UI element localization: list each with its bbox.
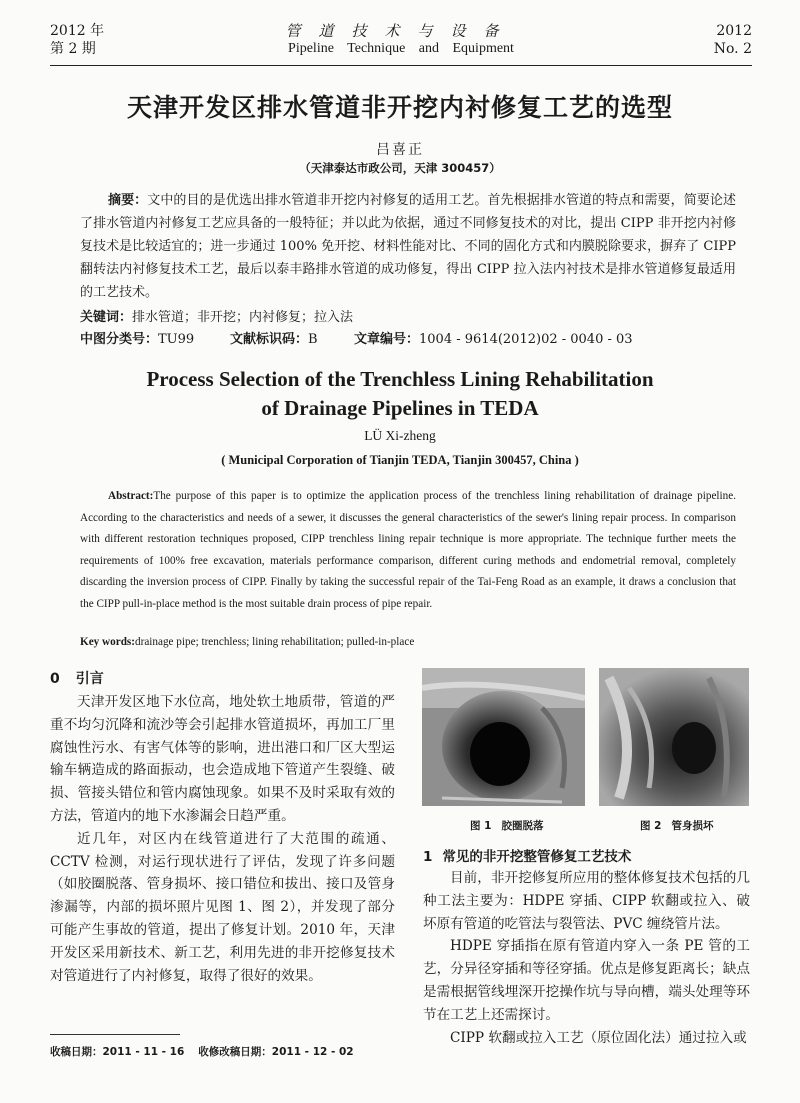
section-0-number: 0 bbox=[50, 671, 60, 687]
paper-title-en-line1: Process Selection of the Trenchless Lining Rehabilitation bbox=[146, 367, 654, 391]
figure-1-photo bbox=[422, 668, 585, 806]
doc-code-group bbox=[230, 330, 354, 350]
section-1-title: 常见的非开挖整管修复工艺技术 bbox=[442, 849, 632, 865]
running-header bbox=[50, 22, 752, 64]
section-1-heading bbox=[423, 845, 631, 865]
section-1-paragraph-3: CIPP 软翻或拉入工艺（原位固化法）通过拉入或 bbox=[450, 1029, 747, 1046]
section-0-title: 引言 bbox=[75, 671, 104, 687]
abstract-cn bbox=[80, 189, 736, 304]
paper-title-cn: 天津开发区排水管道非开挖内衬修复工艺的选型 bbox=[126, 93, 673, 122]
affiliation-en: ( Municipal Corporation of Tianjin TEDA, Tianjin 300457, China ) bbox=[221, 453, 579, 467]
article-no-value: 1004 - 9614(2012)02 - 0040 - 03 bbox=[419, 332, 633, 347]
journal-name-en: Pipeline Technique and Equipment bbox=[288, 41, 514, 56]
figure-2-caption-text: 管身损坏 bbox=[671, 820, 714, 832]
article-no-group bbox=[354, 330, 633, 350]
pipe-interior-photo-1 bbox=[422, 668, 585, 806]
header-issue-en: No. 2 bbox=[713, 41, 752, 57]
section-1-paragraph-1: 目前，非开挖修复所应用的整体修复技术包括的几种工法主要为：HDPE 穿插、CIPP 软翻或拉入、破坏原有管道的吃管法与裂管法、PVC 缠绕管片法。 bbox=[423, 870, 750, 932]
abstract-cn-text: 文中的目的是优选出排水管道非开挖内衬修复的适用工艺。首先根据排水管道的特点和需要，简要论述了排水管道内衬修复工艺应具备的一般特征；并以此为依据，通过不同修复技术的对比，提出 CIPP 非开挖内衬修复技术是比较适宜的；进一步通过 100% 免开挖、材料性能对比、不同的固化方式和内膜脱除要求，摒弃了 CIPP 翻转法内衬修复技术工艺，最后以泰丰路排水管道的成功修复，得出 CIPP 拉入法内衬技术是排水管道修复最适用的工艺技术。 bbox=[80, 193, 736, 300]
section-1-body bbox=[423, 867, 750, 1049]
keywords-en-text: drainage pipe; trenchless; lining rehabilitation; pulled-in-place bbox=[135, 636, 415, 648]
keywords-cn-text: 排水管道；非开挖；内衬修复；拉入法 bbox=[132, 310, 354, 325]
abstract-en-label: Abstract: bbox=[108, 490, 154, 502]
abstract-en bbox=[80, 486, 736, 616]
keywords-cn bbox=[80, 308, 353, 328]
header-center bbox=[50, 22, 752, 58]
header-year-en: 2012 bbox=[716, 23, 752, 39]
affiliation-cn: （天津泰达市政公司，天津 300457） bbox=[299, 161, 501, 175]
revised-date: 收修改稿日期：2011 - 12 - 02 bbox=[198, 1046, 354, 1058]
header-issue-cn: 第 2 期 bbox=[50, 41, 96, 57]
paper-title-en bbox=[0, 365, 800, 423]
received-date: 收稿日期：2011 - 11 - 16 bbox=[50, 1046, 185, 1058]
section-0-paragraph-2: 近几年，对区内在线管道进行了大范围的疏通、CCTV 检测，对运行现状进行了评估，发现了许多问题（如胶圈脱落、管身损坏、接口错位和拔出、接口及管身渗漏等，内部的损坏照片见图 1、图 2），并发现了部分可能产生事故的管道，提出了修复计划。2010 年，天津开发区采用新技术、新工艺，利用先进的非开挖修复技术对管道进行了内衬修复，取得了很好的效果。 bbox=[50, 830, 395, 984]
journal-name-cn: 管道技术与设备 bbox=[285, 22, 517, 40]
footnote bbox=[50, 1044, 368, 1059]
footnote-rule bbox=[50, 1034, 180, 1035]
author-cn: 吕喜正 bbox=[376, 142, 424, 158]
doc-code-label: 文献标识码： bbox=[230, 332, 309, 347]
doc-code-value: B bbox=[308, 332, 318, 347]
section-0-heading bbox=[50, 668, 104, 688]
section-0-body bbox=[50, 691, 395, 987]
clc-value: TU99 bbox=[158, 332, 195, 347]
figure-2-photo bbox=[599, 668, 749, 806]
pipe-interior-photo-2 bbox=[599, 668, 749, 806]
section-1-number: 1 bbox=[423, 849, 433, 865]
figure-2-caption bbox=[640, 818, 713, 833]
keywords-en-label: Key words: bbox=[80, 636, 135, 648]
clc-group bbox=[80, 330, 230, 350]
article-no-label: 文章编号： bbox=[354, 332, 420, 347]
abstract-cn-label: 摘要： bbox=[108, 193, 148, 208]
header-right bbox=[714, 22, 752, 58]
figure-2-label: 图 2 bbox=[640, 820, 662, 832]
clc-label: 中图分类号： bbox=[80, 332, 159, 347]
section-1-paragraph-2: HDPE 穿插指在原有管道内穿入一条 PE 管的工艺，分异径穿插和等径穿插。优点是修复距离长；缺点是需根据管线埋深开挖操作坑与导向槽，端头处理等环节在工艺上还需探讨。 bbox=[423, 938, 750, 1023]
abstract-en-text: The purpose of this paper is to optimize the application process of the trenchless lining rehabilitation of drainage pipeline. According to the characteristics and needs of a sewer, it discusses the general characteristics of the sewer's lining repair process. In comparison with different restoration techniques proposed, CIPP trenchless lining repair technique is more appropriate. The technique further meets the requirements of 100% free excavation, materials performance comparison, different curing methods and endometrial removal, completely discarding the inversion process of CIPP. Finally by taking the successful repair of the Tai-Feng Road as an example, it draws a conclusion that the CIPP pull-in-place method is the most suitable drain process of pipe repair. bbox=[80, 490, 736, 610]
classification-row bbox=[80, 330, 736, 350]
keywords-cn-label: 关键词： bbox=[80, 310, 133, 325]
keywords-en bbox=[80, 636, 414, 648]
header-year-cn: 2012 年 bbox=[50, 23, 105, 39]
paper-title-en-line2: of Drainage Pipelines in TEDA bbox=[261, 396, 539, 420]
header-rule bbox=[50, 65, 752, 66]
author-en: LÜ Xi-zheng bbox=[364, 428, 436, 443]
figure-1-label: 图 1 bbox=[470, 820, 492, 832]
figure-1-caption-text: 胶圈脱落 bbox=[501, 820, 544, 832]
figure-1-caption bbox=[470, 818, 543, 833]
section-0-paragraph-1: 天津开发区地下水位高，地处软土地质带，管道的严重不均匀沉降和流沙等会引起排水管道损坏，再加工厂里腐蚀性污水、有害气体等的影响，进出港口和厂区大型运输车辆造成的路面振动，也会造成地下管道产生裂缝、破损、管接头错位和管内腐蚀现象。如果不及时采取有效的方法，管道内的地下水渗漏会日趋严重。 bbox=[50, 694, 395, 824]
